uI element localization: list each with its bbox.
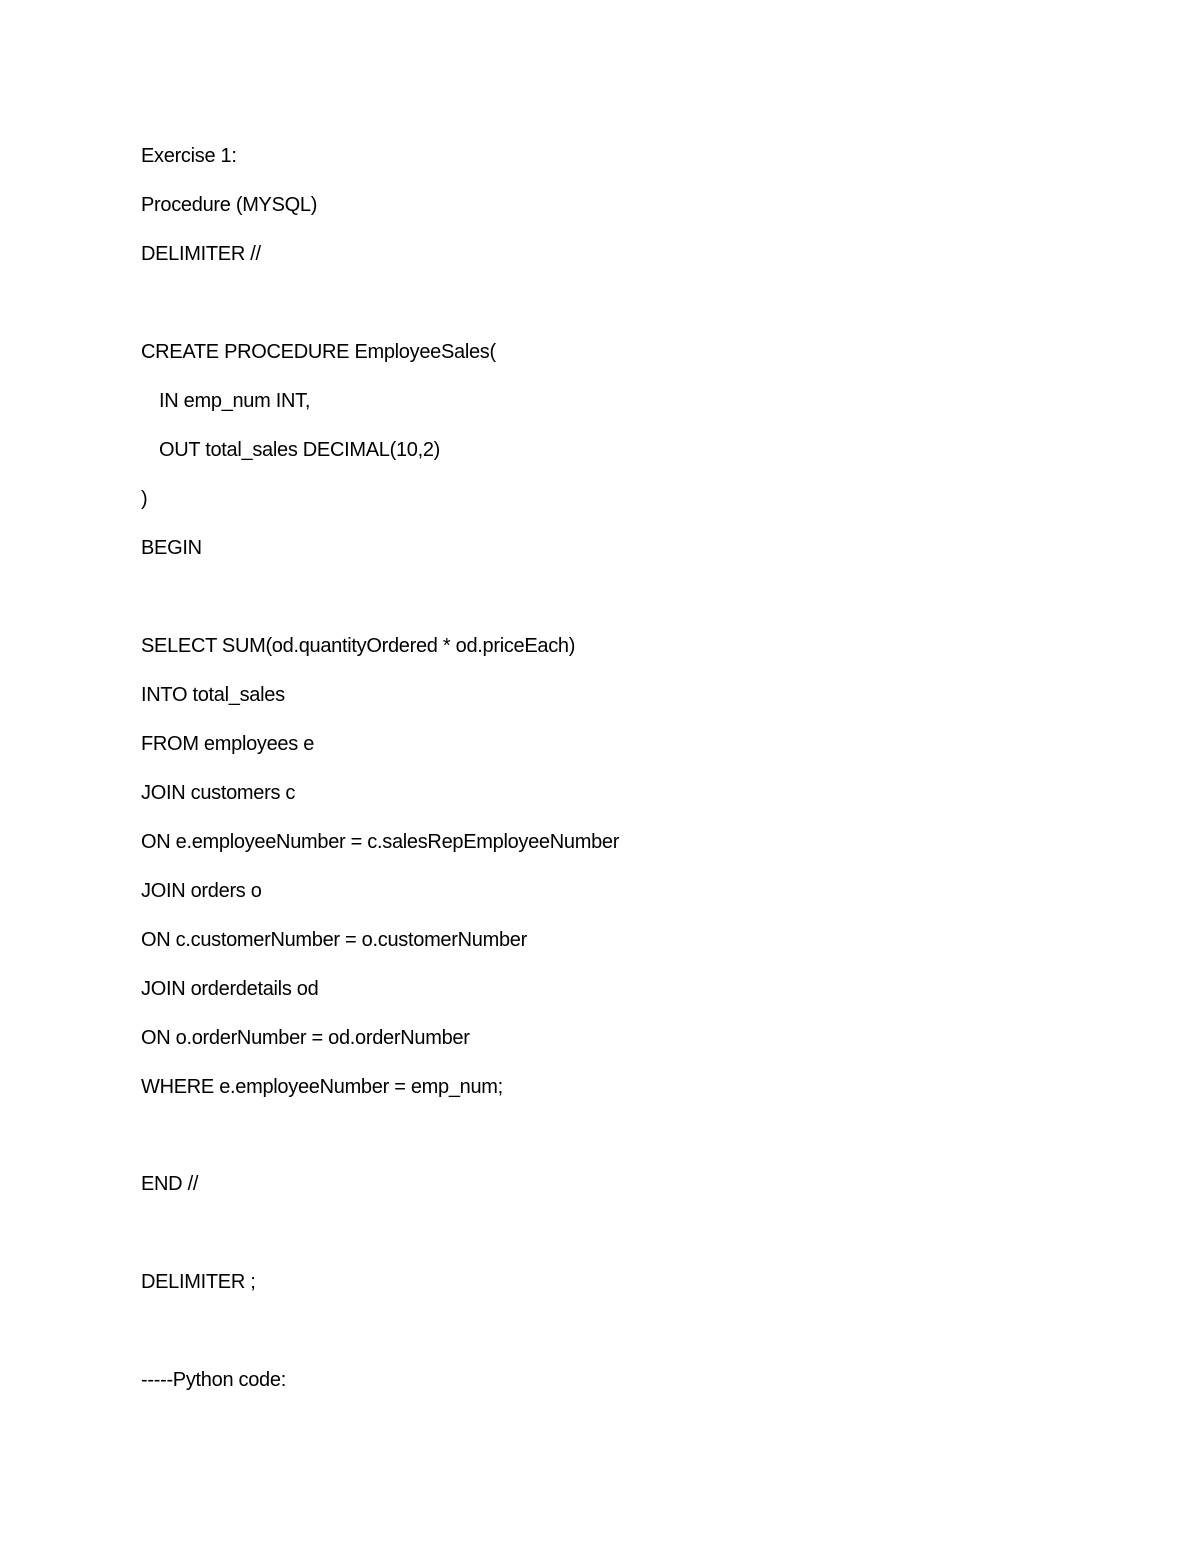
code-line: JOIN orders o <box>141 880 262 902</box>
code-line: DELIMITER ; <box>141 1271 256 1293</box>
code-line: CREATE PROCEDURE EmployeeSales( <box>141 341 496 363</box>
code-line: JOIN orderdetails od <box>141 978 319 1000</box>
code-line: ) <box>141 488 148 510</box>
code-line: IN emp_num INT, <box>159 390 311 412</box>
code-line: OUT total_sales DECIMAL(10,2) <box>159 439 441 461</box>
code-line: INTO total_sales <box>141 684 285 706</box>
code-line: SELECT SUM(od.quantityOrdered * od.priceEach) <box>141 635 576 657</box>
code-line: ON e.employeeNumber = c.salesRepEmployeeNumber <box>141 831 620 853</box>
code-line: DELIMITER // <box>141 243 261 265</box>
code-line: END // <box>141 1173 199 1195</box>
code-line: BEGIN <box>141 537 202 559</box>
code-line: ON o.orderNumber = od.orderNumber <box>141 1027 470 1049</box>
code-line: ON c.customerNumber = o.customerNumber <box>141 929 527 951</box>
code-line: JOIN customers c <box>141 782 296 804</box>
procedure-subheading: Procedure (MYSQL) <box>141 194 318 216</box>
python-code-label: -----Python code: <box>141 1369 286 1391</box>
code-line: FROM employees e <box>141 733 315 755</box>
code-line: WHERE e.employeeNumber = emp_num; <box>141 1076 503 1098</box>
exercise-heading: Exercise 1: <box>141 145 237 167</box>
